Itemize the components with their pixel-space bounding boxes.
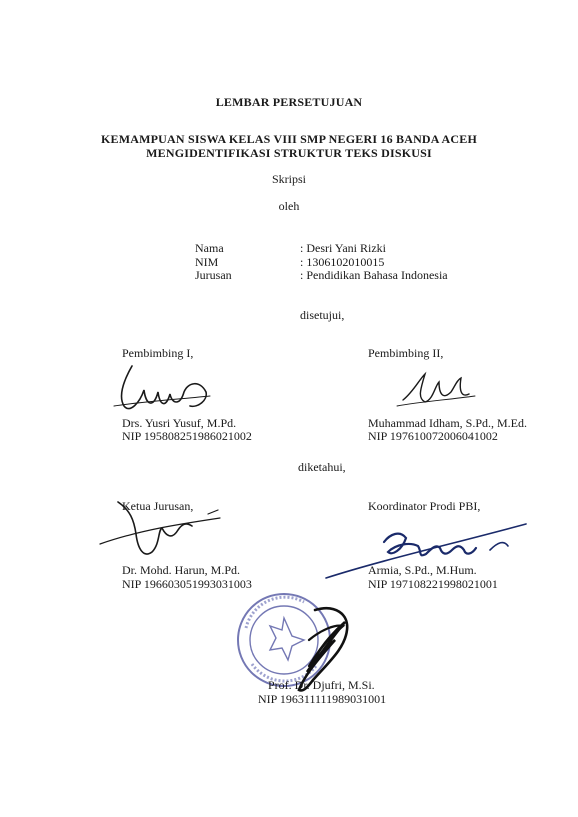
thesis-title-line-2: MENGIDENTIFIKASI STRUKTUR TEKS DISKUSI	[146, 146, 432, 160]
head-dept-nip: NIP 196603051993031003	[122, 577, 252, 591]
name-label: Nama	[195, 241, 224, 255]
supervisor-1-signature	[110, 362, 220, 418]
document-type: Skripsi	[271, 172, 306, 186]
coordinator-nip: NIP 197108221998021001	[368, 577, 498, 591]
head-dept-signature	[100, 500, 230, 566]
supervisor-1-role: Pembimbing I,	[122, 346, 194, 360]
nim-label: NIM	[195, 255, 219, 269]
coordinator-name: Armia, S.Pd., M.Hum.	[368, 563, 477, 577]
coordinator-role: Koordinator Prodi PBI,	[368, 499, 481, 513]
head-dept-role: Ketua Jurusan,	[122, 499, 194, 513]
by-label: oleh	[278, 199, 300, 213]
supervisor-2-signature	[395, 370, 485, 412]
name-value: : Desri Yani Rizki	[300, 241, 387, 255]
supervisor-1-name: Drs. Yusri Yusuf, M.Pd.	[122, 416, 237, 430]
acknowledged-label: diketahui,	[298, 460, 346, 474]
department-label: Jurusan	[195, 268, 232, 282]
head-dept-name: Dr. Mohd. Harun, M.Pd.	[122, 563, 241, 577]
thesis-title-line-1: KEMAMPUAN SISWA KELAS VIII SMP NEGERI 16 BANDA ACEH	[100, 132, 478, 146]
supervisor-2-role: Pembimbing II,	[368, 346, 444, 360]
supervisor-2-name: Muhammad Idham, S.Pd., M.Ed.	[368, 416, 527, 430]
dean-name: Prof. Dr. Djufri, M.Si.	[268, 678, 375, 692]
dean-nip: NIP 196311111989031001	[258, 692, 387, 706]
supervisor-2-nip: NIP 197610072006041002	[368, 429, 498, 443]
nim-value: : 1306102010015	[300, 255, 385, 269]
page-heading: LEMBAR PERSETUJUAN	[215, 95, 363, 109]
department-value: : Pendidikan Bahasa Indonesia	[300, 268, 448, 282]
approved-label: disetujui,	[300, 308, 345, 322]
supervisor-1-nip: NIP 195808251986021002	[122, 429, 252, 443]
